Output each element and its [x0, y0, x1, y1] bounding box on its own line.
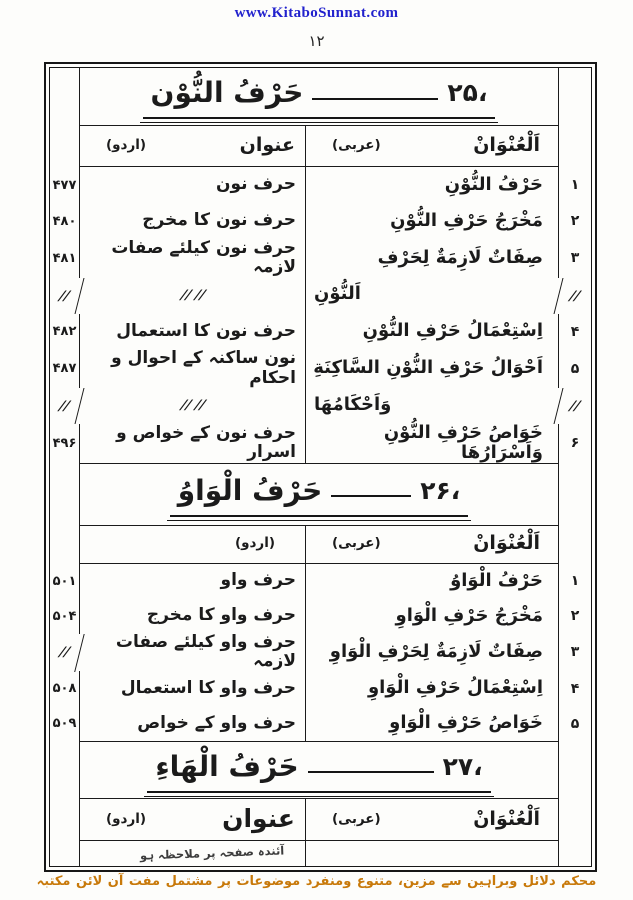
- grid-spacer-cell: [50, 798, 80, 841]
- footer-tagline: محکم دلائل وبراہین سے مزین، متنوع ومنفرد موضوعات پر مشتمل مفت آن لائن مکتبہ: [36, 874, 597, 889]
- arabic-lang-label: (عربی): [332, 535, 381, 552]
- arabic-title-cell: مَخْرَجُ حَرْفِ النُّوْنِ: [305, 203, 558, 239]
- serial-cell: ۲: [558, 203, 591, 239]
- serial-cell: ۲: [558, 599, 591, 634]
- arabic-lang-label: (عربی): [332, 810, 381, 827]
- arabic-title-continuation-cell: اَلنُّوْنِ: [305, 278, 558, 314]
- urdu-lang-label: (اردو): [234, 535, 275, 552]
- grid-spacer-cell: [558, 525, 591, 564]
- urdu-column-header: [80, 525, 305, 564]
- grid-spacer-cell: [558, 841, 591, 866]
- arabic-lang-label: (عربی): [332, 137, 381, 154]
- page-number-cell: ۵۰۸: [50, 671, 80, 706]
- urdu-lang-label: (اردو): [106, 137, 147, 154]
- unwan-label: اَلْعُنْوَانْ: [473, 134, 540, 157]
- grid-spacer-cell: [50, 125, 80, 167]
- grid-spacer-cell: [558, 463, 591, 525]
- arabic-title-cell: خَوَاصُ حَرْفِ الْوَاوِ: [305, 706, 558, 741]
- urdu-title-cell: حرف واو: [220, 570, 296, 591]
- document-frame-inner: [49, 67, 592, 867]
- serial-cell: ۱: [558, 564, 591, 599]
- arabic-title-cell: اَحْوَالُ حَرْفِ النُّوْنِ السَّاكِنَةِ: [305, 350, 558, 389]
- arabic-title-cell: اِسْتِعْمَالُ حَرْفِ الْوَاوِ: [305, 671, 558, 706]
- unwan-label: اَلْعُنْوَانْ: [473, 532, 540, 555]
- heading-dash-rule: [312, 98, 438, 100]
- page-ditto-cell: //: [49, 278, 84, 314]
- arabic-title-cell: صِفَاتٌ لَازِمَةٌ لِحَرْفِ الْوَاوِ: [305, 634, 558, 672]
- unwan-label: اَلْعُنْوَانْ: [473, 807, 540, 830]
- urdu-title-cell: حرف نون کا استعمال: [116, 320, 296, 341]
- grid-spacer-cell: [50, 463, 80, 525]
- urdu-ditto-cell: // //: [179, 287, 207, 303]
- urdu-title-cell: حرف نون کیلئے صفات لازمہ: [111, 237, 296, 278]
- page-number-cell: ۴۸۷: [50, 350, 80, 389]
- section-heading-27: [80, 741, 558, 798]
- urdu-title-cell: حرف واو کے خواص: [137, 712, 296, 733]
- serial-cell: ۴: [558, 671, 591, 706]
- arabic-title-cell: حَرْفُ الْوَاوُ: [305, 564, 558, 599]
- grid-spacer-cell: [50, 741, 80, 798]
- grid-spacer-cell: [558, 798, 591, 841]
- serial-cell: ۵: [558, 350, 591, 389]
- serial-cell: ۶: [558, 424, 591, 463]
- urdu-ditto-cell: // //: [179, 397, 207, 413]
- section-title: حَرْفُ الْهَاءِ: [155, 749, 299, 783]
- arabic-title-cell: خَوَاصُ حَرْفِ النُّوْنِ وَاَسْرَارُهَا: [305, 424, 558, 463]
- page-number-cell: ۵۰۱: [50, 564, 80, 599]
- section-number: ،۲۵: [447, 78, 488, 107]
- urdu-column-header: [80, 125, 305, 167]
- urdu-title-cell: حرف نون: [215, 174, 296, 195]
- urdu-title-cell: حرف واو کیلئے صفات لازمہ: [115, 631, 296, 672]
- serial-ditto-cell: //: [554, 388, 592, 424]
- page-ditto-cell: //: [49, 634, 85, 672]
- grid-spacer-cell: [50, 68, 80, 125]
- section-number: ،۲۷: [442, 751, 483, 781]
- section-heading-underline: [143, 74, 496, 119]
- arabic-title-cell: صِفَاتٌ لَازِمَةٌ لِحَرْفِ: [305, 239, 558, 278]
- arabic-column-header: [305, 525, 558, 564]
- serial-cell: ۱: [558, 167, 591, 203]
- urdu-title-cell: حرف نون کے خواص و اسرار: [116, 422, 296, 463]
- section-number: ،۲۶: [420, 475, 461, 505]
- heading-dash-rule: [308, 771, 434, 773]
- page-number-cell: ۴۸۱: [50, 239, 80, 278]
- next-page-note: آئندہ صفحہ پر ملاحظہ ہو: [139, 843, 285, 863]
- arabic-title-cell: حَرْفُ النُّوْنِ: [305, 167, 558, 203]
- unwan-urdu-label: عنوان: [239, 134, 295, 157]
- section-title: حَرْفُ النُّوْن: [150, 76, 304, 109]
- page-number-cell: ۴۸۲: [50, 314, 80, 350]
- urdu-title-cell: حرف واو کا مخرج: [146, 605, 296, 626]
- urdu-note-cell: [80, 841, 305, 866]
- site-url-link[interactable]: www.KitaboSunnat.com: [234, 5, 399, 21]
- page-number-cell: ۴۸۰: [50, 203, 80, 239]
- section-title: حَرْفُ الْوَاوُ: [177, 473, 323, 507]
- grid-spacer-cell: [558, 125, 591, 167]
- arabic-title-cell-empty: [305, 841, 558, 866]
- section-heading-underline: [170, 472, 469, 517]
- section-heading-underline: [147, 748, 490, 793]
- serial-ditto-cell: //: [554, 278, 592, 314]
- arabic-title-continuation-cell: وَاَحْكَامُهَا: [305, 388, 558, 424]
- page-number-cell: ۵۰۹: [50, 706, 80, 741]
- toc-table: [50, 68, 591, 866]
- arabic-title-cell: مَخْرَجُ حَرْفِ الْوَاوِ: [305, 599, 558, 634]
- heading-dash-rule: [331, 495, 411, 497]
- serial-cell: ۴: [558, 314, 591, 350]
- page-ditto-cell: //: [49, 388, 84, 424]
- section-heading-25: [80, 68, 558, 125]
- serial-cell: ۳: [558, 634, 591, 672]
- grid-spacer-cell: [50, 841, 80, 866]
- urdu-title-cell: حرف نون کا مخرج: [142, 210, 296, 231]
- document-frame: [44, 62, 597, 872]
- urdu-title-cell: حرف واو کا استعمال: [120, 677, 296, 698]
- arabic-column-header: [305, 798, 558, 841]
- unwan-urdu-label: عنوان: [222, 804, 295, 834]
- urdu-column-header: [80, 798, 305, 841]
- page-number-cell: ۴۹۶: [50, 424, 80, 463]
- page-number: ۱۲: [308, 32, 325, 50]
- section-heading-26: [80, 463, 558, 525]
- urdu-title-cell: نون ساکنہ کے احوال و احکام: [111, 348, 296, 388]
- serial-cell: ۵: [558, 706, 591, 741]
- grid-spacer-cell: [558, 68, 591, 125]
- arabic-title-cell: اِسْتِعْمَالُ حَرْفِ النُّوْنِ: [305, 314, 558, 350]
- grid-spacer-cell: [50, 525, 80, 564]
- serial-cell: ۳: [558, 239, 591, 278]
- page-number-cell: ۴۷۷: [50, 167, 80, 203]
- urdu-lang-label: (اردو): [106, 810, 147, 827]
- grid-spacer-cell: [558, 741, 591, 798]
- arabic-column-header: [305, 125, 558, 167]
- page-number-cell: ۵۰۴: [50, 599, 80, 634]
